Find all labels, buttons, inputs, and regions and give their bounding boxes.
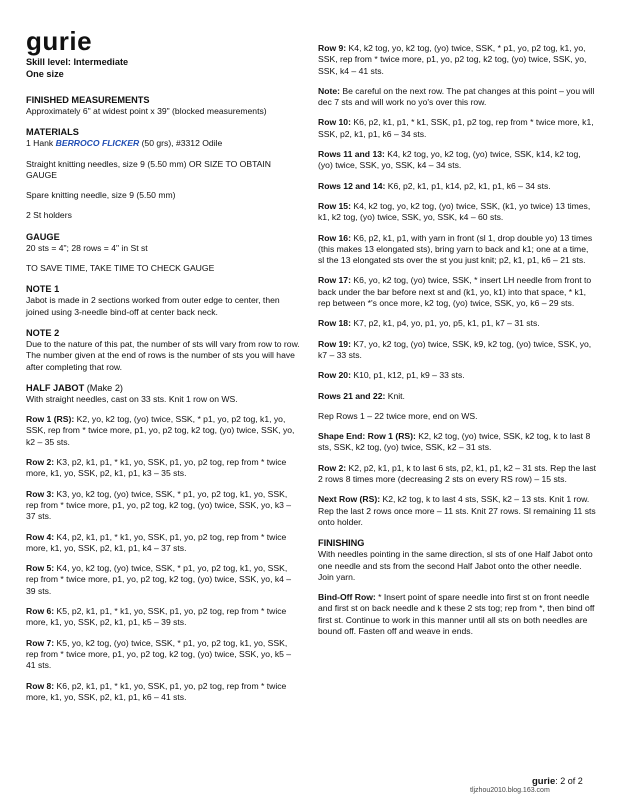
row-label: Note: — [318, 85, 340, 96]
instruction-row — [318, 370, 596, 381]
row-text: K5, yo, k2 tog, (yo) twice, SSK, * p1, yo, p2 tog, k1, yo, SSK, rep from * twice more, p1, yo, p2 tog, k2 tog, (yo) twice, SSK, yo, k5 – 41 sts. — [26, 637, 292, 671]
row-label: Row 15: — [318, 200, 351, 211]
shape-rows — [318, 422, 596, 528]
row-text: K6, yo, k2 tog, (yo) twice, SSK, * insert LH needle from front to back under the bar before next st and (k1, yo, k1) into that space, * k1, rep between *'s once more, k2 tog, (yo) twice, SSK, yo, k6 – 29 sts. — [318, 275, 592, 309]
size-label: One size — [26, 69, 64, 79]
row-label: Row 2: — [26, 457, 55, 468]
row-label: Row 20: — [318, 370, 351, 381]
row-text: K4, k2 tog, yo, k2 tog, (yo) twice, SSK, * p1, yo, p2 tog, k1, yo, SSK, rep from * twice more, p1, yo, p2 tog, k2 tog, (yo) twice, SSK, yo, SSK, k4 – 41 sts. — [318, 43, 587, 76]
row-label: Row 19: — [318, 338, 351, 349]
instruction-row — [318, 431, 596, 454]
row-text: K2, k2 tog, (yo) twice, SSK, k2 tog, k to last 8 sts, SSK, k2 tog, (yo) twice, SSK, k2 – 31 sts. — [318, 431, 591, 453]
row-label: Rows 11 and 13: — [318, 149, 385, 160]
row-text: K4, p2, k1, p1, * k1, yo, SSK, p1, yo, p2 tog, rep from * twice more, k1, yo, SSK, p2, k1, p1, k4 – 37 sts. — [26, 531, 287, 553]
finished-heading: FINISHED MEASUREMENTS — [26, 95, 150, 105]
instruction-row — [318, 86, 596, 109]
note1-heading: NOTE 1 — [26, 284, 60, 295]
half-jabot-text: With straight needles, cast on 33 sts. Knit 1 row on WS. — [26, 393, 238, 404]
spare-needle-text: Spare knitting needle, size 9 (5.50 mm) — [26, 190, 176, 201]
instruction-row — [318, 201, 596, 224]
instruction-row — [26, 457, 302, 480]
gauge-check: TO SAVE TIME, TAKE TIME TO CHECK GAUGE — [26, 263, 215, 274]
instruction-row — [318, 233, 596, 267]
finishing-text: With needles pointing in the same direction, sl sts of one Half Jabot onto one needle and sts from the second Half Jabot onto the other needle. Join yarn. — [318, 549, 593, 582]
row-text: K4, yo, k2 tog, (yo) twice, SSK, * p1, yo, p2 tog, k1, yo, SSK, rep from * twice more, p1, yo, p2 tog, k2 tog, (yo) twice, SSK, yo, k4 – 39 sts. — [26, 563, 292, 596]
instruction-row — [26, 606, 302, 629]
finished-text: Approximately 6" at widest point x 39" (blocked measurements) — [26, 106, 267, 116]
row-text: K4, k2 tog, yo, k2 tog, (yo) twice, SSK, k14, k2 tog, (yo) twice, SSK, yo, SSK, k4 – 34 sts. — [318, 149, 581, 171]
row-text: K10, p1, k12, p1, k9 – 33 sts. — [350, 370, 465, 381]
instruction-row — [26, 563, 302, 597]
note2-text: Due to the nature of this pat, the number of sts will vary from row to row. The number given at the end of rows is the number of sts you will have after completing that row. — [26, 338, 300, 372]
half-jabot-title: HALF JABOT — [26, 382, 85, 393]
instruction-row — [318, 318, 596, 329]
row-text: K4, k2 tog, yo, k2 tog, (yo) twice, SSK, (k1, yo twice) 13 times, k1, k2 tog, (yo) twice, SSK, yo, SSK, k4 – 60 sts. — [318, 200, 591, 223]
instruction-row — [318, 149, 596, 172]
row-label: Rows 21 and 22: — [318, 390, 386, 401]
instruction-row — [318, 275, 596, 309]
bindoff-label: Bind-Off Row: — [318, 592, 376, 603]
yarn-suffix: (50 grs), #3312 Odile — [139, 138, 223, 149]
needles-text: Straight knitting needles, size 9 (5.50 mm) OR SIZE TO OBTAIN GAUGE — [26, 158, 272, 180]
footer-page: : 2 of 2 — [555, 776, 583, 786]
row-text: K3, yo, k2 tog, (yo) twice, SSK, * p1, yo, p2 tog, k1, yo, SSK, rep from * twice more, p1, yo, p2 tog, k2 tog, (yo) twice, SSK, yo, k3 – 37 sts. — [26, 488, 292, 522]
note1-text: Jabot is made in 2 sections worked from outer edge to center, then joined using 3-needle bind-off at center back neck. — [26, 295, 280, 317]
rep-text: Rep Rows 1 – 22 twice more, end on WS. — [318, 410, 478, 421]
row-label: Row 5: — [26, 563, 55, 574]
row-label: Row 17: — [318, 275, 351, 286]
half-jabot-suffix: (Make 2) — [84, 382, 123, 393]
materials-heading: MATERIALS — [26, 127, 79, 138]
instruction-row — [26, 638, 302, 672]
right-column — [318, 34, 596, 637]
instruction-row — [318, 391, 596, 402]
gauge-text: 20 sts = 4"; 28 rows = 4" in St st — [26, 242, 148, 253]
row-text: Be careful on the next row. The pat changes at this point – you will dec 7 sts and will work no yo's over this row. — [318, 85, 595, 108]
holders-text: 2 St holders — [26, 210, 72, 221]
instruction-row — [26, 681, 302, 704]
row-label: Shape End: Row 1 (RS): — [318, 431, 416, 442]
bindoff-text: * Insert point of spare needle into first st on front needle and first st on back needle and k these 2 sts tog; rep from *, then bind off first st. Continue to work in this manner until all sts on both needles are bound off. Fasten off and weave in ends. — [318, 592, 595, 636]
row-text: K6, p2, k1, p1, * k1, SSK, p1, p2 tog, rep from * twice more, k1, SSK, p2, k1, p1, k6 – 34 sts. — [318, 117, 594, 139]
right-rows — [318, 34, 596, 402]
row-label: Next Row (RS): — [318, 494, 381, 505]
row-label: Row 3: — [26, 488, 55, 499]
row-label: Row 4: — [26, 531, 55, 542]
row-text: K2, p2, k1, p1, k to last 6 sts, p2, k1, p1, k2 – 31 sts. Rep the last 2 rows 8 times more (decreasing 2 sts on every RS row) – 15 sts. — [318, 462, 597, 485]
yarn-line — [26, 138, 302, 149]
instruction-row — [26, 414, 302, 448]
instruction-row — [318, 339, 596, 362]
row-text: Knit. — [385, 390, 405, 401]
watermark: tljzhou2010.blog.163.com — [470, 787, 550, 794]
finishing-heading: FINISHING — [318, 538, 365, 549]
row-label: Row 18: — [318, 318, 351, 329]
row-text: K2, yo, k2 tog, (yo) twice, SSK, * p1, yo, p2 tog, k1, yo, SSK, rep from * twice more, p1, yo, p2 tog, k2 tog, (yo) twice, SSK, yo, k2 – 35 sts. — [26, 414, 295, 447]
instruction-row — [26, 532, 302, 555]
instruction-row — [318, 181, 596, 192]
row-label: Row 6: — [26, 606, 55, 617]
bindoff-row — [318, 592, 596, 637]
instruction-row — [318, 463, 596, 486]
row-text: K7, p2, k1, p4, yo, p1, yo, p5, k1, p1, k7 – 31 sts. — [350, 318, 540, 329]
row-label: Rows 12 and 14: — [318, 180, 386, 191]
yarn-prefix: 1 Hank — [26, 138, 56, 149]
brand-link[interactable]: BERROCO FLICKER — [55, 138, 140, 149]
page-footer — [532, 776, 583, 787]
row-text: K2, k2 tog, k to last 4 sts, SSK, k2 – 13 sts. Knit 1 row. Rep the last 2 rows once more – 11 sts. Knit 27 rows. Sl remaining 11 sts onto holder. — [318, 494, 596, 527]
row-text: K3, p2, k1, p1, * k1, yo, SSK, p1, yo, p2 tog, rep from * twice more, k1, yo, SSK, p2, k1, p1, k3 – 35 sts. — [26, 457, 287, 479]
left-column — [26, 0, 302, 703]
instruction-row — [26, 489, 302, 523]
instruction-row — [318, 494, 596, 528]
note2-heading: NOTE 2 — [26, 327, 60, 338]
instruction-row — [318, 117, 596, 140]
row-label: Row 9: — [318, 43, 347, 53]
row-label: Row 10: — [318, 117, 351, 128]
row-text: K5, p2, k1, p1, * k1, yo, SSK, p1, yo, p2 tog, rep from * twice more, k1, yo, SSK, p2, k1, p1, k5 – 39 sts. — [26, 606, 287, 628]
pattern-title: gurie — [26, 26, 93, 56]
left-rows — [26, 405, 302, 703]
row-label: Row 1 (RS): — [26, 414, 75, 425]
footer-name: gurie — [532, 776, 556, 787]
row-label: Row 8: — [26, 680, 55, 691]
row-text: K7, yo, k2 tog, (yo) twice, SSK, k9, k2 tog, (yo) twice, SSK, yo, k7 – 33 sts. — [318, 338, 592, 360]
row-label: Row 2: — [318, 462, 347, 473]
half-jabot-heading — [26, 382, 302, 394]
row-label: Row 7: — [26, 637, 55, 648]
row-label: Row 16: — [318, 232, 351, 243]
row-text: K6, p2, k1, p1, * k1, yo, SSK, p1, yo, p2 tog, rep from * twice more, k1, yo, SSK, p2, k1, p1, k6 – 41 sts. — [26, 680, 287, 702]
row-text: K6, p2, k1, p1, with yarn in front (sl 1, drop double yo) 13 times (this makes 13 elongated sts), bring yarn to back and k1; one at a time, sl the 13 elongated sts over the st you just knit; p2, k1, p1, k6 – 21 sts. — [318, 232, 593, 266]
skill-level: Skill level: Intermediate — [26, 57, 129, 67]
instruction-row — [318, 43, 596, 77]
gauge-heading: GAUGE — [26, 231, 60, 242]
row-text: K6, p2, k1, p1, k14, p2, k1, p1, k6 – 34 sts. — [385, 180, 551, 191]
